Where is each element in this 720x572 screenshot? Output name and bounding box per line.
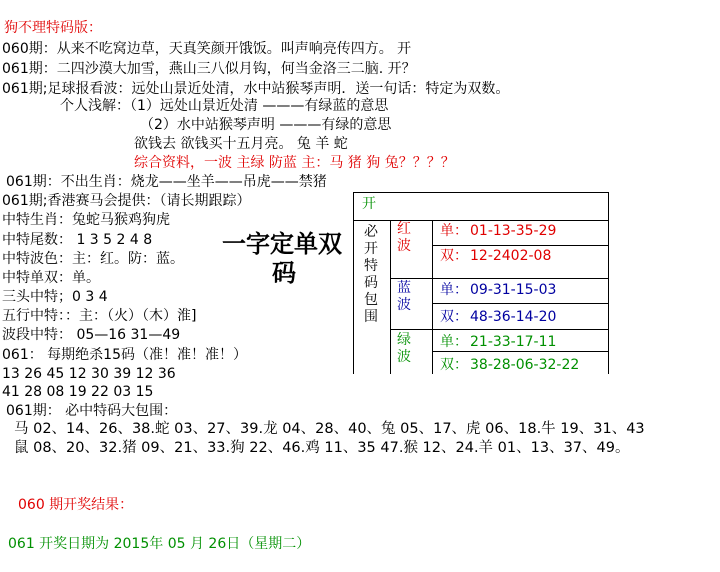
result-060: 060 期开奖结果： <box>18 497 134 513</box>
line-061a: 061期：二四沙漠大加雪，燕山三八似月钩，何当金洛三二脑. 开？ <box>2 61 416 77</box>
blue-single-label: 单： <box>440 282 468 298</box>
blue-double-numbers: 48-36-14-20 <box>470 309 557 325</box>
blue-double-label: 双： <box>440 309 468 325</box>
green-single-numbers: 21-33-17-11 <box>470 334 557 350</box>
wave-label-green: 绿波 <box>397 332 411 365</box>
red-single-numbers: 01-13-35-29 <box>470 223 557 239</box>
hk-line: 061期;香港赛马会提供：（请长期跟踪） <box>2 193 251 209</box>
personal-interpretation: 个人浅解：（1）远处山景近处清 ———有绿蓝的意思 <box>60 98 389 114</box>
interpretation-2: （2）水中站猴琴声明 ———有绿的意思 <box>140 117 392 133</box>
bag-line-2: 鼠 08、20、32.猪 09、21、33.狗 22、46.鸡 11、35 47.猴 12、24.羊 01、13、37、49。 <box>14 440 630 456</box>
slogan-line-1: 一字定单双 <box>222 230 342 258</box>
wave-label-blue: 蓝波 <box>397 280 411 313</box>
three-head-line: 三头中特；0 3 4 <box>2 289 108 305</box>
green-single-label: 单： <box>440 334 468 350</box>
odd-even-line: 中特单双：单。 <box>2 270 100 286</box>
green-double-label: 双： <box>440 357 468 373</box>
red-double-numbers: 12-2402-08 <box>470 248 552 264</box>
bag-title: 061期： 必中特码大包围： <box>6 403 178 419</box>
zodiac-line: 中特生肖：兔蛇马猴鸡狗虎 <box>2 212 170 228</box>
blue-single-numbers: 09-31-15-03 <box>470 282 557 298</box>
table-side-label: 必开特码包围 <box>364 224 378 325</box>
page-title: 狗不理特码版： <box>4 20 102 36</box>
wave-line: 中特波色：主：红。防：蓝。 <box>2 251 184 267</box>
red-double-label: 双： <box>440 248 468 264</box>
bag-line-1: 马 02、14、26、38.蛇 03、27、39.龙 04、28、40、兔 05、17、虎 06、18.牛 19、31、43 <box>14 421 645 437</box>
five-element-line: 五行中特：：主：（火）（木）淮] <box>2 308 197 324</box>
wave-label-red: 红波 <box>397 221 411 254</box>
green-double-numbers: 38-28-06-32-22 <box>470 357 580 373</box>
red-single-label: 单： <box>440 223 468 239</box>
kill-numbers-1: 13 26 45 12 30 39 12 36 <box>2 366 176 382</box>
summary-line: 综合资料，一波 主绿 防蓝 主：马 猪 狗 兔？？？？ <box>134 155 455 171</box>
kill-line: 061： 每期绝杀15码（准！准！准！） <box>2 347 247 363</box>
no-zodiac-line: 061期：不出生肖：烧龙——坐羊——吊虎——禁猪 <box>6 174 327 190</box>
tail-line: 中特尾数： 1 3 5 2 4 8 <box>2 232 153 248</box>
table-open-label: 开 <box>362 196 376 212</box>
line-061b: 061期;足球报看波：远处山景近处清，水中站猴琴声明．送一句话：特定为双数。 <box>2 81 510 97</box>
interpretation-3: 欲钱去 欲钱买十五月亮。 兔 羊 蛇 <box>134 136 348 152</box>
kill-numbers-2: 41 28 08 19 22 03 15 <box>2 384 154 400</box>
segment-line: 波段中特： 05—16 31—49 <box>2 327 181 343</box>
line-060: 060期：从来不吃窝边草，天真笑颜开饿饭。叫声响亮传四方。 开 <box>2 41 412 57</box>
slogan-line-2: 码 <box>272 259 296 287</box>
result-061-date: 061 开奖日期为 2015年 05 月 26日（星期二） <box>8 536 311 552</box>
